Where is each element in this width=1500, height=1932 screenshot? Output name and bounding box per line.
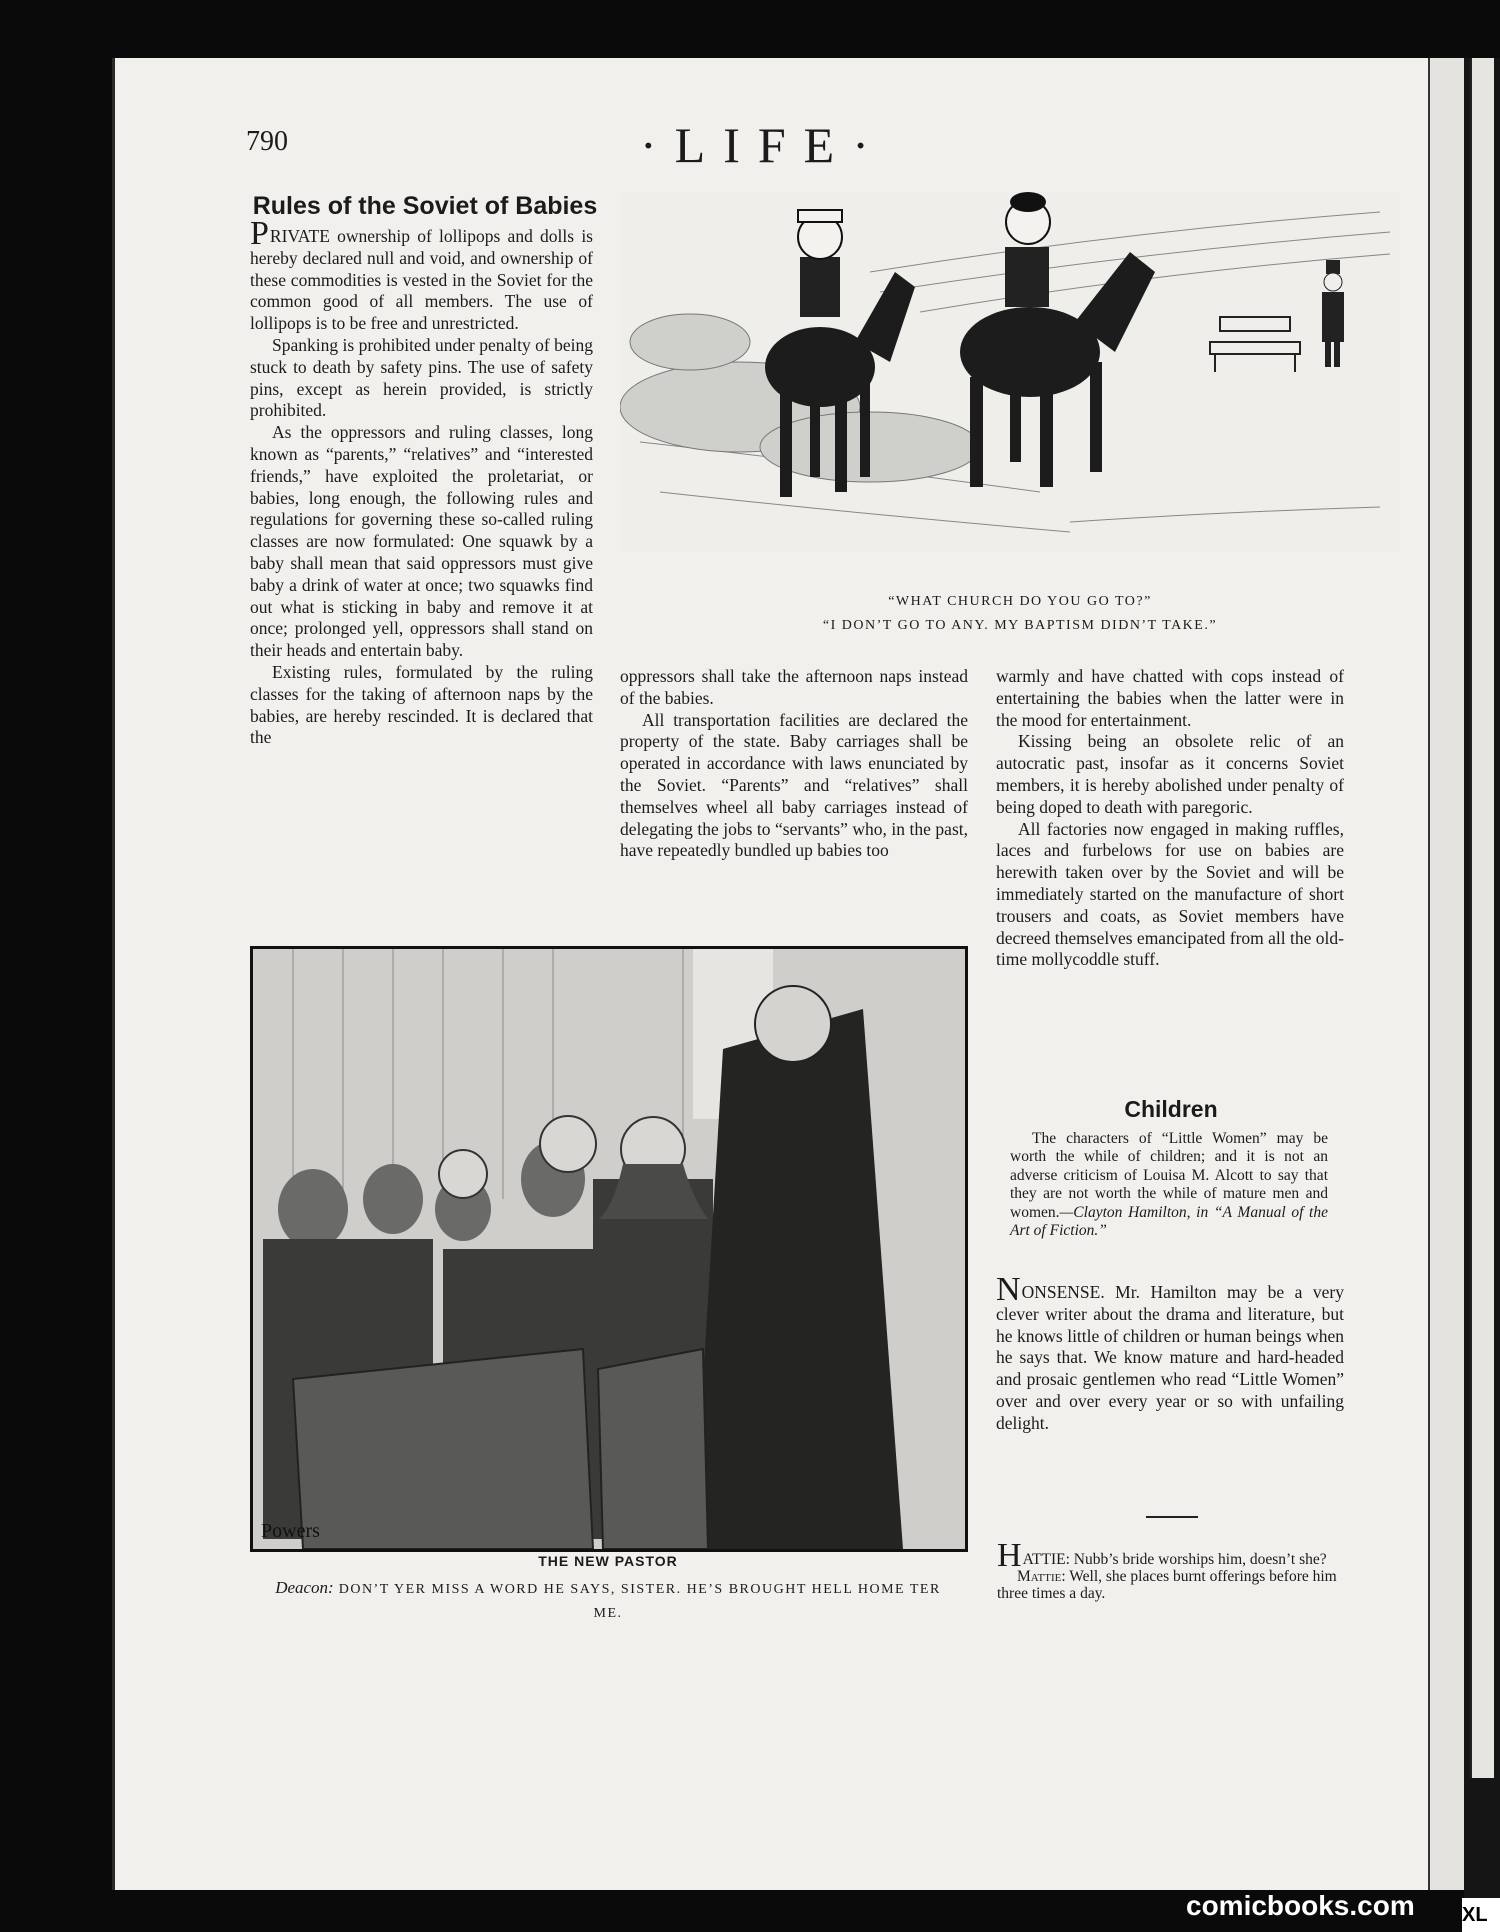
speaker-label: Mattie: [1017, 1568, 1066, 1585]
paragraph-text: ONSENSE. Mr. Hamilton may be a very clever writer about the drama and literature, but he knows little of children or human beings when he says that. We know mature and hard-headed and prosaic gentlemen who read “Little Women” over and over every year or so with unfailing delight. [996, 1282, 1344, 1433]
page-number: 790 [246, 126, 288, 157]
cartoon-caption [640, 590, 1400, 638]
paragraph [250, 215, 593, 335]
page-edge [1428, 58, 1466, 1890]
church-illustration [253, 949, 965, 1549]
quote-text: The characters of “Little Women” may be worth the while of children; and it is not an adverse criticism of Louisa M. Alcott to say that they are not worth the while of mature men and women. [1010, 1130, 1328, 1221]
joke [997, 1537, 1343, 1602]
drop-cap: N [996, 1271, 1021, 1308]
article-title: Rules of the Soviet of Babies [252, 192, 598, 220]
paragraph: warmly and have chatted with cops instead of entertaining the babies when the latter were in the mood for entertainment. [996, 666, 1344, 730]
paragraph: All transportation facilities are declared the property of the state. Baby carriages shall be operated in accordance with laws enunciated by the Soviet. “Parents” and “relatives” shall themselves wheel all baby carriages instead of delegating the jobs to “servants” who, in the past, have repeatedly bundled up babies too [620, 709, 968, 861]
quotation [1010, 1130, 1328, 1240]
reply-paragraph [996, 1271, 1344, 1435]
speaker-label: Deacon: [275, 1578, 334, 1597]
next-page-edge [1464, 58, 1500, 1918]
article-column-3 [996, 666, 1344, 971]
caption-line: “WHAT CHURCH DO YOU GO TO?” [888, 594, 1152, 609]
joke-line: Well, she places burnt offerings before him three times a day. [997, 1568, 1337, 1602]
rider-left [798, 210, 842, 317]
masthead: ·LIFE· [640, 117, 887, 173]
cartoon-caption [270, 1576, 946, 1626]
joke-line: Nubb’s bride worships him, doesn’t she? [1073, 1551, 1327, 1568]
site-watermark: comicbooks.com [1186, 1890, 1415, 1921]
article-column-2 [620, 666, 968, 862]
paragraph-text: RIVATE ownership of lollipops and dolls is hereby declared null and void, and ownership of these commodities is vested in the Soviet for the common good of all members. The use of lollipops is to be free and unrestricted. [250, 226, 593, 334]
artist-signature: Powers [261, 1520, 320, 1542]
section-divider [1146, 1516, 1198, 1518]
paragraph: Kissing being an obsolete relic of an autocratic past, insofar as it concerns Soviet members, it is hereby abolished under penalty of being doped to death with paregoric. [996, 731, 1344, 817]
article-column-1 [250, 215, 593, 749]
speaker-label: ATTIE: [1022, 1551, 1070, 1568]
paragraph: Spanking is prohibited under penalty of being stuck to death by safety pins. The use of safety pins, except as herein provided, is strictly prohibited. [250, 334, 593, 421]
quote-attribution: —Clayton Hamilton, in “A Manual of the Art of Fiction.” [1010, 1203, 1328, 1240]
corner-tag: XL [1462, 1898, 1500, 1932]
paragraph: All factories now engaged in making ruffles, laces and furbelows for use on babies are herewith taken over by the Soviet and will be immediately started on the manufacture of short trousers and coats, as Soviet members have decreed themselves emancipated from all the old-time mollycoddle stuff. [996, 818, 1344, 970]
drop-cap: P [250, 215, 269, 252]
horse-riders-cartoon [620, 192, 1400, 552]
paragraph: oppressors shall take the afternoon naps instead of the babies. [620, 666, 968, 708]
drop-cap: H [997, 1537, 1022, 1574]
paragraph: As the oppressors and ruling classes, long known as “parents,” “relatives” and “interested friends,” have exploited the proletariat, or babies, long enough, the following rules and regulations for governing these so-called ruling classes are now formulated: One squawk by a baby shall mean that said oppressors must give baby a drink of water at once; two squawks find out what is sticking in baby and remove it at once; prolonged yell, oppressors shall stand on their heads and entertain baby. [250, 422, 593, 661]
rider-right [1005, 192, 1050, 307]
cartoon-title: THE NEW PASTOR [538, 1553, 678, 1569]
caption-line: “I DON’T GO TO ANY. MY BAPTISM DIDN’T TAKE.” [822, 618, 1218, 633]
church-cartoon [250, 946, 968, 1552]
paragraph: Existing rules, formulated by the ruling classes for the taking of afternoon naps by the babies, are hereby rescinded. It is declared that the [250, 661, 593, 748]
caption-text: DON’T YER MISS A WORD HE SAYS, SISTER. HE’S BROUGHT HELL HOME TER ME. [338, 1582, 941, 1621]
section-title: Children [1124, 1096, 1218, 1122]
